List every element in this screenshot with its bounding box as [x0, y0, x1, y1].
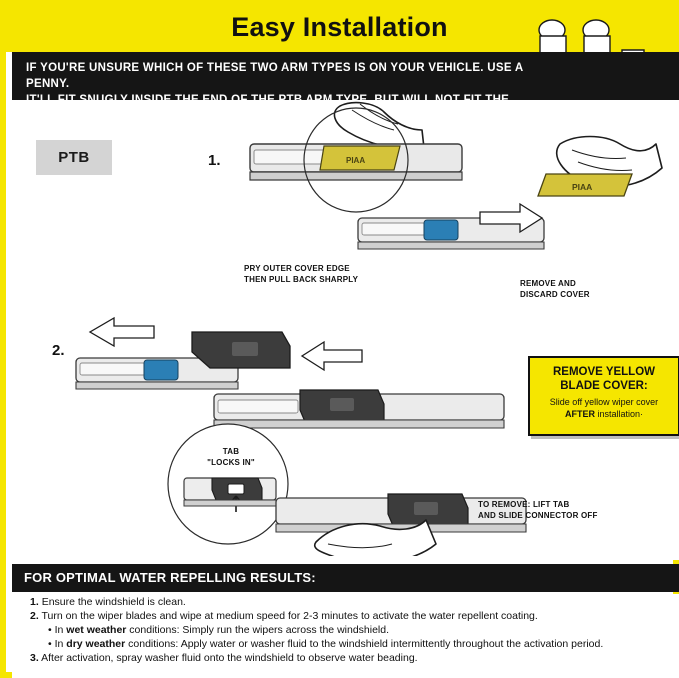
- arrow-left-icon-1: [90, 318, 154, 346]
- results-step-1: [30, 596, 186, 609]
- results-substep-dry-bold: dry weather: [66, 638, 126, 650]
- results-substep-wet-prefix: • In: [48, 624, 67, 636]
- caption-pry: [244, 263, 374, 285]
- caption-tab: [196, 446, 266, 468]
- instruction-line-1: IF YOU'RE UNSURE WHICH OF THESE TWO ARM TYPES IS ON YOUR VEHICLE. USE A PENNY.: [26, 62, 524, 90]
- results-substep-dry-prefix: • In: [48, 638, 67, 650]
- results-substep-dry: [48, 638, 603, 651]
- results-step-1-number: 1.: [30, 596, 39, 608]
- caption-tab-line-2: "LOCKS IN": [207, 458, 255, 467]
- results-substep-wet-tail: conditions: Simply run the wipers across the windshield.: [126, 624, 390, 636]
- results-bar-title: FOR OPTIMAL WATER REPELLING RESULTS:: [24, 570, 316, 585]
- page-title: Easy Installation: [231, 12, 448, 42]
- results-step-2: [30, 610, 538, 623]
- results-step-3: [30, 652, 418, 665]
- callout-sub-line-1: Slide off yellow wiper cover: [549, 397, 659, 407]
- results-step-2-number: 2.: [30, 610, 39, 622]
- results-substep-wet-bold: wet weather: [66, 624, 127, 636]
- svg-text:PIAA: PIAA: [346, 156, 366, 165]
- callout-after-word: AFTER: [564, 409, 595, 419]
- callout-title-line-1: REMOVE YELLOW: [552, 366, 656, 378]
- results-substep-wet: [48, 624, 389, 637]
- results-step-3-number: 3.: [30, 652, 39, 664]
- svg-text:PIAA: PIAA: [572, 182, 593, 192]
- results-step-3-text: After activation, spray washer fluid onto the windshield to observe water beading.: [41, 652, 418, 664]
- callout-after-tail: installation·: [594, 409, 644, 419]
- step-1-number: 1.: [208, 152, 221, 169]
- caption-pry-line-2: THEN PULL BACK SHARPLY: [244, 275, 359, 284]
- arrow-left-icon-2: [302, 342, 362, 370]
- callout-title: [530, 365, 678, 393]
- arm-type-chip: [36, 140, 112, 175]
- remove-cover-callout: [528, 356, 679, 436]
- caption-remove-line-1: REMOVE AND: [520, 279, 576, 288]
- diagram-stage: [12, 100, 679, 560]
- results-bar: [12, 564, 679, 592]
- callout-title-line-2: BLADE COVER:: [560, 380, 648, 392]
- callout-subtext: [530, 396, 678, 420]
- caption-tab-line-1: TAB: [222, 447, 240, 456]
- results-steps: [12, 594, 679, 678]
- caption-to-remove: [478, 499, 638, 521]
- caption-remove: [520, 278, 630, 300]
- results-step-2-text: Turn on the wiper blades and wipe at medium speed for 2-3 minutes to activate the water repellent coating.: [41, 610, 538, 622]
- caption-to-remove-line-2: AND SLIDE CONNECTOR OFF: [478, 511, 598, 520]
- callout-sub-line-2: [530, 408, 678, 420]
- caption-remove-line-2: DISCARD COVER: [520, 290, 590, 299]
- instruction-bar: [12, 52, 679, 100]
- caption-pry-line-1: PRY OUTER COVER EDGE: [244, 264, 350, 273]
- caption-to-remove-line-1: TO REMOVE: LIFT TAB: [478, 500, 570, 509]
- results-step-1-text: Ensure the windshield is clean.: [41, 596, 186, 608]
- arm-type-chip-label: PTB: [58, 149, 90, 166]
- results-substep-dry-tail: conditions: Apply water or washer fluid to the windshield intermittently throughout the activation period.: [125, 638, 604, 650]
- step-2-number: 2.: [52, 342, 65, 359]
